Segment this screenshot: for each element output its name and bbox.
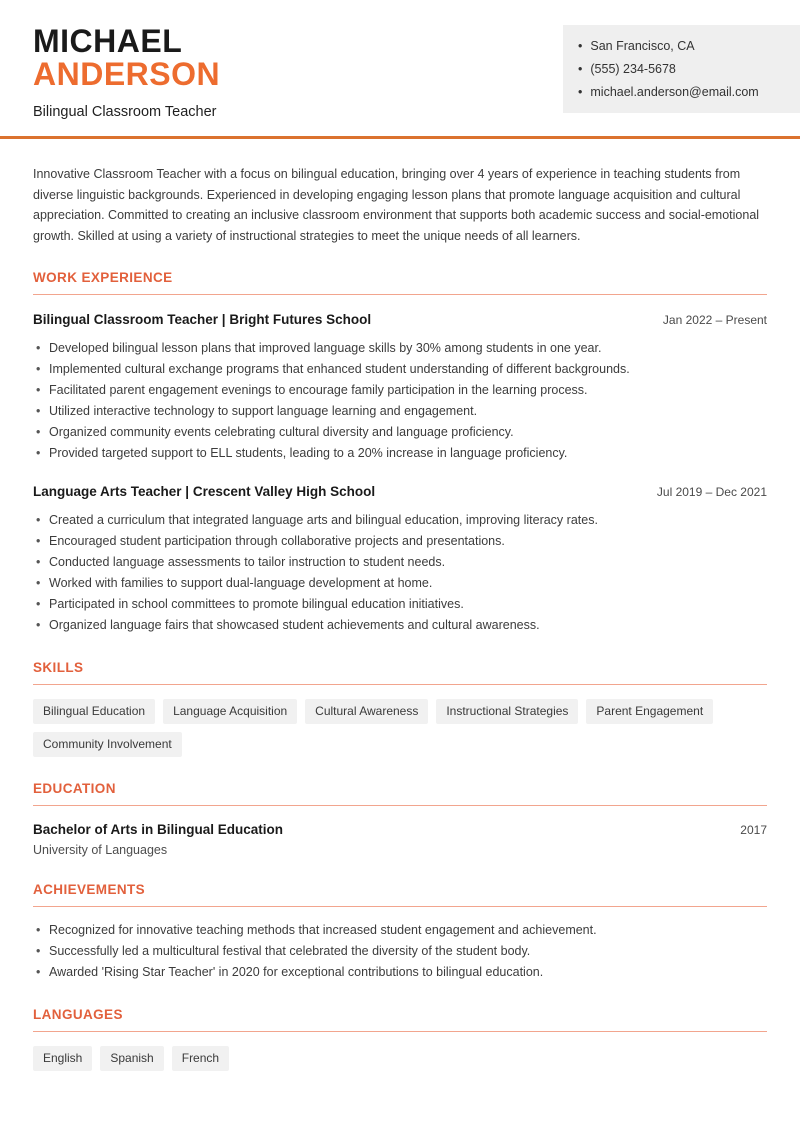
language-chip: English xyxy=(33,1046,92,1071)
section-rule xyxy=(33,1031,767,1032)
education-section xyxy=(33,781,767,858)
bullet-dot-icon: • xyxy=(578,85,583,99)
job-bullet-list xyxy=(33,338,767,464)
job-dates: Jan 2022 – Present xyxy=(662,313,767,327)
contact-item-text: michael.anderson@email.com xyxy=(590,85,759,99)
achievement-bullet: • Recognized for innovative teaching methods that increased student engagement and achievement. xyxy=(36,920,767,941)
job-bullet: • Organized language fairs that showcased student achievements and cultural awareness. xyxy=(36,615,767,636)
job-bullet: • Implemented cultural exchange programs that enhanced student understanding of different backgrounds. xyxy=(36,359,767,380)
contact-item-text: San Francisco, CA xyxy=(590,39,695,53)
section-rule xyxy=(33,294,767,295)
job-bullet: • Developed bilingual lesson plans that improved language skills by 30% among students in one year. xyxy=(36,338,767,359)
job-bullet: • Facilitated parent engagement evenings to encourage family participation in the learning process. xyxy=(36,380,767,401)
job-title: Language Arts Teacher | Crescent Valley High School xyxy=(33,484,376,499)
job-bullet-list xyxy=(33,510,767,636)
skill-chip: Instructional Strategies xyxy=(436,699,578,724)
bullet-dot-icon: • xyxy=(578,39,583,53)
job-bullet: • Provided targeted support to ELL students, leading to a 20% increase in language proficiency. xyxy=(36,443,767,464)
language-chip: French xyxy=(172,1046,229,1071)
section-rule xyxy=(33,805,767,806)
role-title: Bilingual Classroom Teacher xyxy=(33,104,217,120)
section-title-languages: LANGUAGES xyxy=(33,1007,123,1022)
contact-list xyxy=(578,38,786,100)
languages-section xyxy=(33,1007,767,1071)
job-bullet: • Worked with families to support dual-language development at home. xyxy=(36,573,767,594)
language-chip: Spanish xyxy=(100,1046,163,1071)
last-name: ANDERSON xyxy=(33,56,221,92)
education-entry xyxy=(33,821,767,858)
job-bullet: • Encouraged student participation through collaborative projects and presentations. xyxy=(36,531,767,552)
skill-chip-list xyxy=(33,699,767,757)
job-bullet: • Created a curriculum that integrated language arts and bilingual education, improving literacy rates. xyxy=(36,510,767,531)
job-header xyxy=(33,311,767,328)
education-header xyxy=(33,821,767,838)
achievement-bullet: • Successfully led a multicultural festival that celebrated the diversity of the student body. xyxy=(36,941,767,962)
degree-title: Bachelor of Arts in Bilingual Education xyxy=(33,822,284,837)
section-rule xyxy=(33,906,767,907)
section-rule xyxy=(33,684,767,685)
achievement-bullet: • Awarded 'Rising Star Teacher' in 2020 for exceptional contributions to bilingual education. xyxy=(36,962,767,983)
job-entry xyxy=(33,311,767,464)
skills-section xyxy=(33,660,767,757)
section-title-achievements: ACHIEVEMENTS xyxy=(33,882,146,897)
contact-item xyxy=(578,38,786,54)
job-header xyxy=(33,483,767,500)
contact-box xyxy=(563,25,800,113)
job-bullet: • Organized community events celebrating cultural diversity and language proficiency. xyxy=(36,422,767,443)
job-entry xyxy=(33,483,767,636)
header-divider xyxy=(0,136,800,139)
name-block xyxy=(33,25,220,121)
contact-item xyxy=(578,84,786,100)
school-name: University of Languages xyxy=(33,843,168,857)
first-name: MICHAEL xyxy=(33,23,183,59)
achievement-bullet-list xyxy=(33,920,767,983)
achievements-section xyxy=(33,882,767,983)
job-bullet: • Utilized interactive technology to support language learning and engagement. xyxy=(36,401,767,422)
skill-chip: Bilingual Education xyxy=(33,699,155,724)
summary-text: Innovative Classroom Teacher with a focus on bilingual education, bringing over 4 years of experience in teaching students from diverse linguistic backgrounds. Experienced in developing engaging lesson plans that promote language acquisition and cultural appreciation. Committed to creating an inclusive classroom environment that supports both academic success and social-emotional growth. Skilled at using a variety of instructional strategies to meet the unique needs of all learners. xyxy=(33,167,760,243)
section-title-education: EDUCATION xyxy=(33,781,116,796)
section-title-work-experience: WORK EXPERIENCE xyxy=(33,270,173,285)
job-title: Bilingual Classroom Teacher | Bright Futures School xyxy=(33,312,372,327)
job-bullet: • Conducted language assessments to tailor instruction to student needs. xyxy=(36,552,767,573)
contact-item-text: (555) 234-5678 xyxy=(590,62,676,76)
education-year: 2017 xyxy=(740,823,767,837)
job-bullet: • Participated in school committees to promote bilingual education initiatives. xyxy=(36,594,767,615)
skill-chip: Language Acquisition xyxy=(163,699,297,724)
work-experience-section xyxy=(33,270,767,636)
section-title-skills: SKILLS xyxy=(33,660,84,675)
contact-item xyxy=(578,61,786,77)
skill-chip: Community Involvement xyxy=(33,732,182,757)
resume-header xyxy=(0,0,800,121)
skill-chip: Parent Engagement xyxy=(586,699,713,724)
bullet-dot-icon: • xyxy=(578,62,583,76)
language-chip-list xyxy=(33,1046,767,1071)
resume-body xyxy=(0,164,800,1071)
skill-chip: Cultural Awareness xyxy=(305,699,428,724)
job-dates: Jul 2019 – Dec 2021 xyxy=(656,485,767,499)
